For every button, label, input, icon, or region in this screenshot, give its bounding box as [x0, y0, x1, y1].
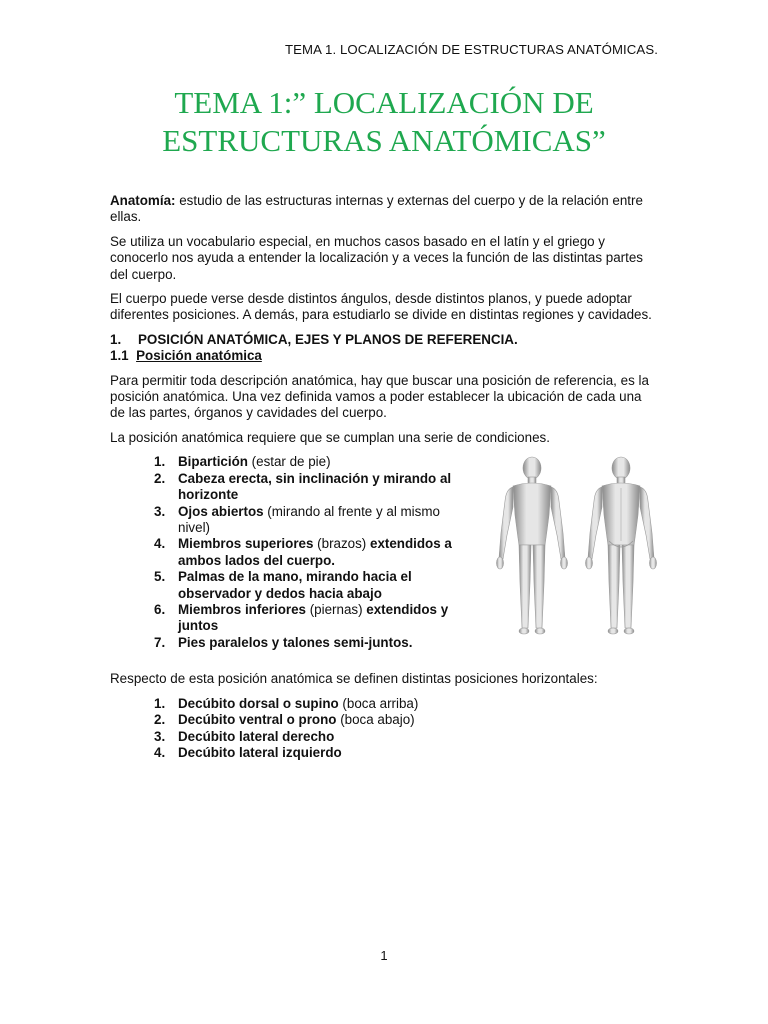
- list-item-text: [178, 602, 454, 635]
- list-item-text: [178, 454, 454, 470]
- list-item: [154, 454, 454, 470]
- list-item-text: [178, 471, 454, 504]
- list-number: 1.: [154, 454, 166, 470]
- list-item-text: [178, 712, 658, 728]
- conditions-block: [110, 454, 658, 649]
- list-item: [154, 635, 454, 651]
- subsection-heading-1-1: [110, 348, 658, 364]
- list-item: [154, 745, 658, 761]
- list-item-text: [178, 536, 454, 569]
- title-line-1: TEMA 1:” LOCALIZACIÓN DE: [174, 85, 594, 120]
- list-item-detail: (piernas): [306, 601, 367, 617]
- list-item: [154, 712, 658, 728]
- list-item: [154, 569, 454, 602]
- body-back-view: [586, 457, 657, 634]
- list-number: 7.: [154, 634, 166, 650]
- list-item-text: [178, 745, 658, 761]
- intro-paragraph-3: El cuerpo puede verse desde distintos ángulos, desde distintos planos, y puede adoptar diferentes posiciones. A demás, para estudiarlo se divide en distintas regiones y cavidades.: [110, 291, 652, 323]
- anatomical-position-figure: [475, 453, 675, 643]
- list-item-bold: Decúbito ventral o prono: [178, 712, 337, 728]
- intro-paragraph-1: [110, 193, 658, 226]
- title-line-2: ESTRUCTURAS ANATÓMICAS”: [162, 123, 606, 158]
- body-paragraph-2: La posición anatómica requiere que se cumplan una serie de condiciones.: [110, 429, 550, 445]
- list-item-text: [178, 504, 454, 537]
- list-item-bold: Bipartición: [178, 454, 248, 470]
- intro-paragraph-2: Se utiliza un vocabulario especial, en muchos casos basado en el latín y el griego y conocerlo nos ayuda a entender la localización y a veces la función de las distintas partes del cuerpo.: [110, 233, 643, 282]
- list-number: 3.: [154, 503, 166, 519]
- subsection-number: 1.1: [110, 348, 129, 364]
- list-number: 2.: [154, 470, 166, 486]
- section-number: 1.: [110, 331, 122, 347]
- list-item-text: [178, 729, 658, 745]
- term-anatomia: Anatomía:: [110, 193, 176, 208]
- list-item-detail: (estar de pie): [247, 454, 331, 470]
- list-item: [154, 602, 454, 635]
- list-item: [154, 536, 454, 569]
- list-number: 4.: [154, 536, 166, 552]
- subsection-title: Posición anatómica: [136, 348, 262, 364]
- conditions-list: [110, 454, 454, 651]
- list-item-bold: Palmas de la mano, mirando hacia el observador y dedos hacia abajo: [178, 569, 412, 601]
- list-item: [154, 504, 454, 537]
- body-paragraph-3: Respecto de esta posición anatómica se definen distintas posiciones horizontales:: [110, 671, 598, 687]
- list-item-bold: Pies paralelos y talones semi-juntos.: [178, 634, 413, 650]
- list-item-text: [178, 569, 454, 602]
- list-item-bold: Cabeza erecta, sin inclinación y mirando al horizonte: [178, 470, 452, 503]
- list-item-bold: Miembros superiores: [178, 536, 314, 552]
- section-heading-1: [110, 332, 658, 348]
- list-item: [154, 696, 658, 712]
- content: [110, 193, 658, 761]
- definition-text: estudio de las estructuras internas y externas del cuerpo y de la relación entre ellas.: [110, 193, 643, 225]
- list-item-text: [178, 696, 658, 712]
- document-title: [0, 84, 768, 160]
- list-item-bold: Decúbito lateral izquierdo: [178, 744, 342, 760]
- section-title: POSICIÓN ANATÓMICA, EJES Y PLANOS DE REFERENCIA.: [138, 331, 518, 347]
- list-item-bold: Miembros inferiores: [178, 601, 306, 617]
- list-item-bold: Ojos abiertos: [178, 503, 264, 519]
- body-paragraph-1: Para permitir toda descripción anatómica, hay que buscar una posición de referencia, es la posición anatómica. Una vez definida vamos a poder establecer la ubicación de cada una de las partes, órganos y cavidades del cuerpo.: [110, 372, 649, 421]
- list-item-detail: (boca abajo): [336, 712, 415, 728]
- running-header: TEMA 1. LOCALIZACIÓN DE ESTRUCTURAS ANATÓMICAS.: [284, 42, 658, 57]
- list-item-detail: (boca arriba): [338, 695, 419, 711]
- list-item: [154, 729, 658, 745]
- list-item-detail: (mirando al frente y al mismo nivel): [178, 503, 440, 535]
- list-number: 6.: [154, 601, 166, 617]
- list-item-bold: Decúbito dorsal o supino: [178, 695, 339, 711]
- list-item-bold: Decúbito lateral derecho: [178, 728, 335, 744]
- positions-list: [110, 696, 658, 762]
- page-number: 1: [380, 948, 388, 963]
- list-item-bold-continued: extendidos y juntos: [178, 601, 449, 634]
- list-number: 5.: [154, 569, 166, 585]
- body-front-view: [497, 457, 568, 634]
- list-item-detail: (brazos): [313, 536, 370, 552]
- list-number: 4.: [154, 744, 166, 760]
- list-item: [154, 471, 454, 504]
- list-item-bold-continued: extendidos a ambos lados del cuerpo.: [178, 536, 452, 568]
- list-number: 3.: [154, 728, 166, 744]
- list-number: 2.: [154, 712, 166, 728]
- list-item-text: [178, 635, 454, 651]
- list-number: 1.: [154, 695, 166, 711]
